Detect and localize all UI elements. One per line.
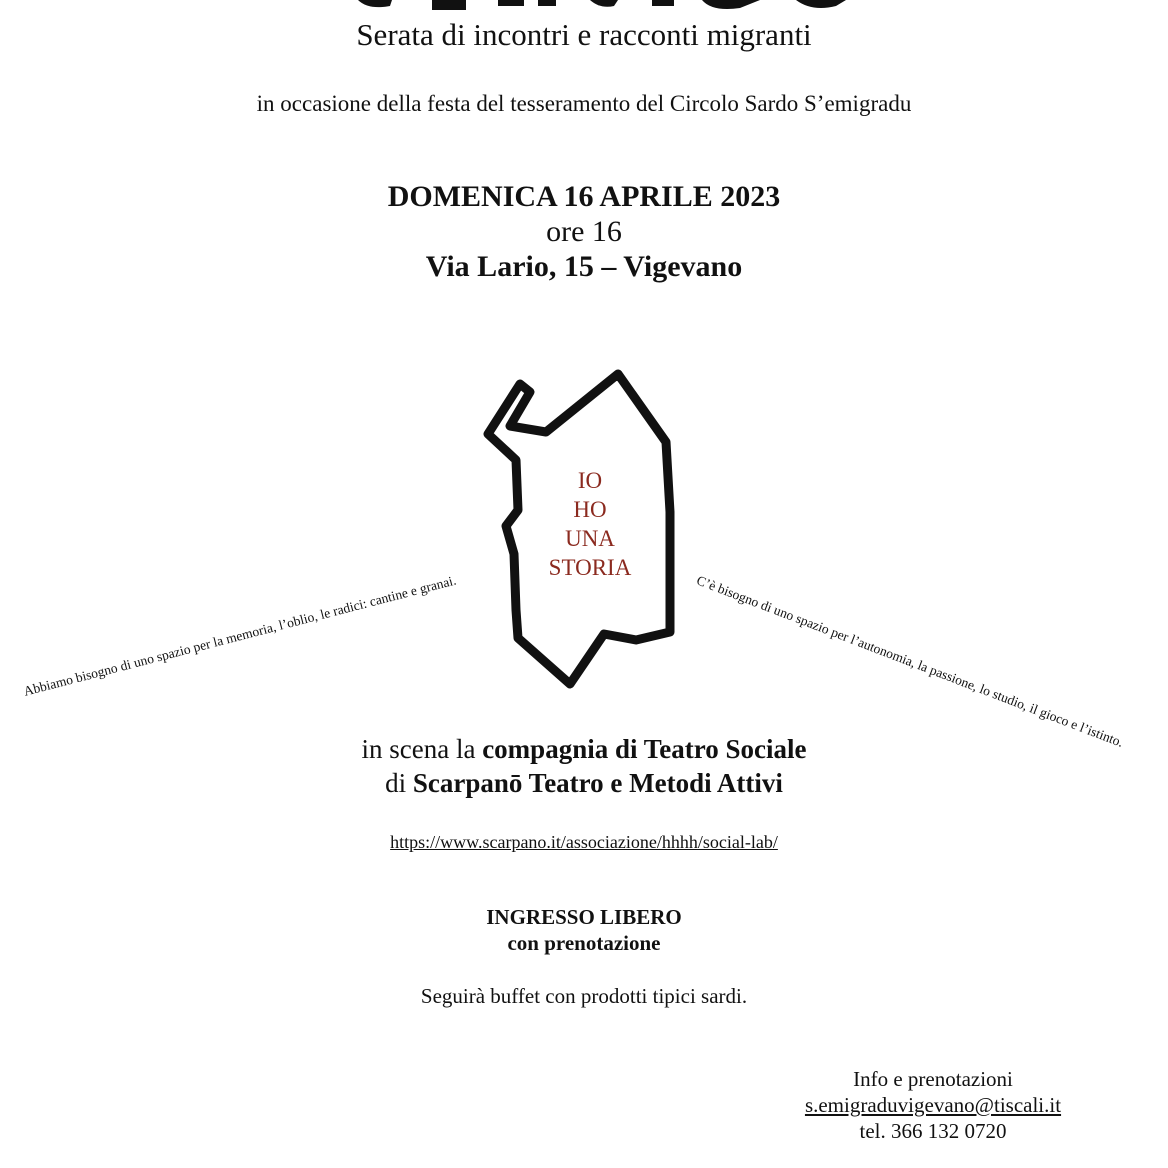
scene-line-2-prefix: di <box>385 768 413 798</box>
info-contact-block <box>780 1066 1086 1144</box>
website-link[interactable]: https://www.scarpano.it/associazione/hhhh/social-lab/ <box>390 832 778 852</box>
map-inner-text <box>540 466 640 582</box>
reservation-note: con prenotazione <box>507 931 661 955</box>
info-heading: Info e prenotazioni <box>853 1067 1013 1091</box>
quote-right: C’è bisogno di uno spazio per l’autonomia, la passione, lo studio, il gioco e l’istinto. <box>694 572 1126 750</box>
event-date: DOMENICA 16 APRILE 2023 <box>387 180 781 213</box>
map-text-line: UNA <box>565 526 615 551</box>
event-title-glyph-bottoms <box>0 0 1168 14</box>
scene-company-name: compagnia di Teatro Sociale <box>482 734 807 764</box>
occasion-line: in occasione della festa del tesseramento del Circolo Sardo S’emigradu <box>256 91 912 116</box>
contact-email-link[interactable]: s.emigraduvigevano@tiscali.it <box>804 1093 1062 1117</box>
map-text-line: HO <box>573 497 607 522</box>
map-text-line: STORIA <box>548 555 632 580</box>
buffet-note: Seguirà buffet con prodotti tipici sardi. <box>420 984 748 1008</box>
event-title-clipped <box>0 0 1168 14</box>
free-entry-heading: INGRESSO LIBERO <box>486 905 682 929</box>
event-subtitle: Serata di incontri e racconti migranti <box>356 17 812 52</box>
event-time: ore 16 <box>546 215 622 248</box>
map-text-line: IO <box>577 468 603 493</box>
contact-phone: tel. 366 132 0720 <box>859 1119 1007 1143</box>
scene-line-1 <box>0 731 1168 767</box>
scene-organization-name: Scarpanō Teatro e Metodi Attivi <box>412 768 783 798</box>
scene-line-2 <box>0 765 1168 801</box>
scene-line-1-prefix: in scena la <box>361 734 483 764</box>
quote-left: Abbiamo bisogno di uno spazio per la memoria, l’oblio, le radici: cantine e granai. <box>21 572 458 699</box>
event-venue: Via Lario, 15 – Vigevano <box>425 250 743 283</box>
